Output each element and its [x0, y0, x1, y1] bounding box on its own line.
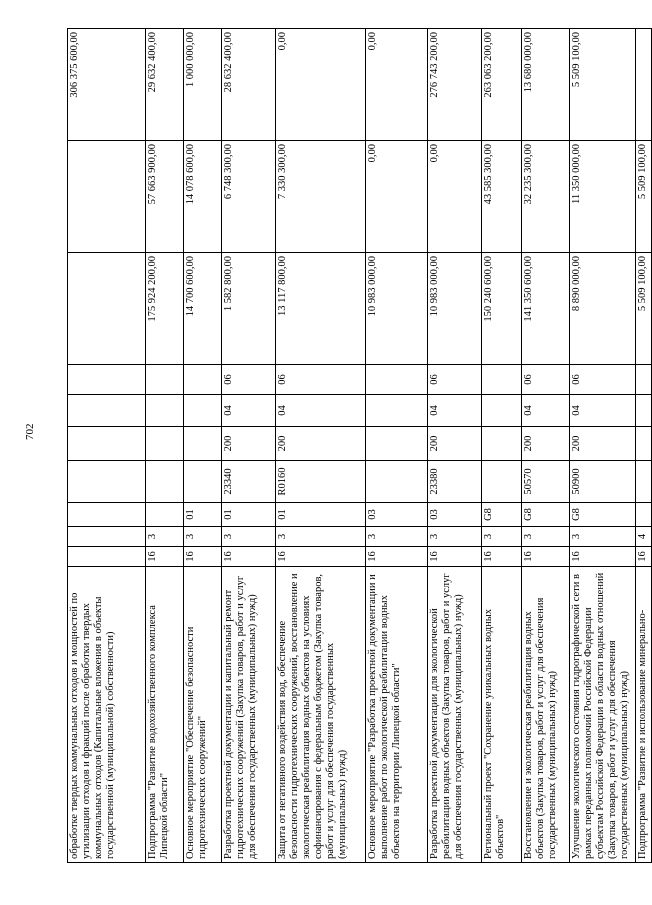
code-cell: 16 [428, 547, 482, 567]
amount-cell: 263 063 200,00 [482, 29, 522, 141]
row-name-cell: Основное мероприятие "Обеспечение безопасности гидротехнических сооружений" [184, 567, 222, 863]
code-cell [184, 461, 222, 503]
code-cell [68, 395, 146, 427]
amount-cell: 1 000 000,00 [184, 29, 222, 141]
amount-cell: 0,00 [366, 141, 428, 253]
amount-cell: 141 350 600,00 [522, 253, 570, 365]
table-row [184, 29, 222, 863]
amount-cell: 150 240 600,00 [482, 253, 522, 365]
code-cell [482, 365, 522, 395]
table-row [366, 29, 428, 863]
table-body [68, 29, 652, 863]
code-cell [146, 427, 184, 461]
code-cell: 16 [184, 547, 222, 567]
code-cell: 04 [276, 395, 366, 427]
amount-cell: 175 924 200,00 [146, 253, 184, 365]
code-cell: 3 [482, 527, 522, 547]
code-cell: 06 [570, 365, 636, 395]
code-cell: 50570 [522, 461, 570, 503]
row-name-cell: Региональный проект "Сохранение уникальных водных объектов" [482, 567, 522, 863]
code-cell [146, 365, 184, 395]
code-cell: 06 [222, 365, 276, 395]
code-cell [482, 427, 522, 461]
code-cell: 4 [636, 527, 652, 547]
code-cell: 16 [366, 547, 428, 567]
code-cell: 23380 [428, 461, 482, 503]
row-name-cell: Восстановление и экологическая реабилитация водных объектов (Закупка товаров, работ и услуг для обеспечения государственных (муниципальных) нужд) [522, 567, 570, 863]
amount-cell: 8 890 000,00 [570, 253, 636, 365]
table-row [222, 29, 276, 863]
amount-cell: 43 585 300,00 [482, 141, 522, 253]
row-name-cell: Разработка проектной документации и капитальный ремонт гидротехнических сооружений (Закупка товаров, работ и услуг для обеспечения государственных (муниципальных) нужд) [222, 567, 276, 863]
row-name-cell: Защита от негативного воздействия вод, обеспечение безопасности гидротехнических сооружений, восстановление и экологическая реабилитация водных объектов на условиях софинансирования с федеральным бюджетом (Закупка товаров, работ и услуг для обеспечения государственных (муниципальных) нужд) [276, 567, 366, 863]
table-row [482, 29, 522, 863]
amount-cell: 32 235 300,00 [522, 141, 570, 253]
code-cell: G8 [570, 503, 636, 527]
row-name-cell: Улучшение экологического состояния гидрографической сети в рамках переданных полномочий Российской Федерации субъектам Российской Федерации в области водных отношений (Закупка товаров, работ и услуг для обеспечения государственных (муниципальных) нужд) [570, 567, 636, 863]
amount-cell [68, 253, 146, 365]
code-cell: 3 [570, 527, 636, 547]
code-cell [184, 365, 222, 395]
code-cell [146, 395, 184, 427]
code-cell: 03 [366, 503, 428, 527]
code-cell [366, 395, 428, 427]
amount-cell: 0,00 [428, 141, 482, 253]
table-row [570, 29, 636, 863]
budget-table [67, 28, 652, 863]
amount-cell: 6 748 300,00 [222, 141, 276, 253]
code-cell: R0160 [276, 461, 366, 503]
code-cell: 06 [276, 365, 366, 395]
amount-cell: 5 509 100,00 [636, 253, 652, 365]
code-cell: 16 [276, 547, 366, 567]
amount-cell: 14 078 600,00 [184, 141, 222, 253]
code-cell [636, 365, 652, 395]
code-cell: 01 [184, 503, 222, 527]
code-cell: 04 [222, 395, 276, 427]
code-cell: 16 [522, 547, 570, 567]
budget-table-rotated [67, 29, 648, 863]
code-cell [366, 461, 428, 503]
code-cell: 50900 [570, 461, 636, 503]
amount-cell: 5 509 100,00 [636, 141, 652, 253]
code-cell: 16 [222, 547, 276, 567]
code-cell: 3 [184, 527, 222, 547]
code-cell: 01 [222, 503, 276, 527]
amount-cell: 276 743 200,00 [428, 29, 482, 141]
code-cell: 200 [570, 427, 636, 461]
amount-cell: 5 509 100,00 [570, 29, 636, 141]
table-row [636, 29, 652, 863]
code-cell: G8 [522, 503, 570, 527]
code-cell [68, 365, 146, 395]
amount-cell [636, 29, 652, 141]
code-cell: 03 [428, 503, 482, 527]
code-cell [184, 395, 222, 427]
table-row [276, 29, 366, 863]
code-cell: 200 [222, 427, 276, 461]
amount-cell: 7 330 300,00 [276, 141, 366, 253]
code-cell: 16 [636, 547, 652, 567]
amount-cell: 0,00 [366, 29, 428, 141]
amount-cell: 0,00 [276, 29, 366, 141]
row-name-cell: Основное мероприятие "Разработка проектной документации и выполнение работ по экологической реабилитации водных объектов на территории Липецкой области" [366, 567, 428, 863]
code-cell: 3 [428, 527, 482, 547]
table-row [428, 29, 482, 863]
code-cell [636, 461, 652, 503]
code-cell: 200 [428, 427, 482, 461]
code-cell [68, 461, 146, 503]
amount-cell: 1 582 800,00 [222, 253, 276, 365]
code-cell [366, 365, 428, 395]
code-cell [482, 461, 522, 503]
code-cell: 16 [482, 547, 522, 567]
amount-cell: 306 375 600,00 [68, 29, 146, 141]
amount-cell: 29 632 400,00 [146, 29, 184, 141]
code-cell: 06 [522, 365, 570, 395]
code-cell [68, 527, 146, 547]
code-cell: 04 [428, 395, 482, 427]
amount-cell: 28 632 400,00 [222, 29, 276, 141]
code-cell [482, 395, 522, 427]
row-name-cell: Разработка проектной документации для экологической реабилитации водных объектов (Закупка товаров, работ и услуг для обеспечения государственных (муниципальных) нужд) [428, 567, 482, 863]
code-cell [68, 427, 146, 461]
code-cell: G8 [482, 503, 522, 527]
amount-cell: 10 983 000,00 [366, 253, 428, 365]
row-name-cell: Подпрограмма "Развитие и использование минерально- [636, 567, 652, 863]
code-cell: 3 [222, 527, 276, 547]
page-number: 702 [24, 423, 36, 440]
amount-cell: 13 680 000,00 [522, 29, 570, 141]
code-cell: 200 [522, 427, 570, 461]
code-cell [636, 503, 652, 527]
code-cell [366, 427, 428, 461]
code-cell: 23340 [222, 461, 276, 503]
row-name-cell: обработке твердых коммунальных отходов и мощностей по утилизации отходов и фракций после обработки твердых коммунальных отходов (Капитальные вложения в объекты государственной (муниципальной) собственности) [68, 567, 146, 863]
code-cell [68, 547, 146, 567]
code-cell: 06 [428, 365, 482, 395]
code-cell [184, 427, 222, 461]
table-row [522, 29, 570, 863]
table-row [68, 29, 146, 863]
code-cell: 04 [570, 395, 636, 427]
amount-cell: 11 350 000,00 [570, 141, 636, 253]
code-cell [636, 395, 652, 427]
table-row [146, 29, 184, 863]
code-cell [146, 503, 184, 527]
code-cell: 3 [146, 527, 184, 547]
row-name-cell: Подпрограмма "Развитие водохозяйственного комплекса Липецкой области" [146, 567, 184, 863]
code-cell [636, 427, 652, 461]
code-cell: 04 [522, 395, 570, 427]
amount-cell [68, 141, 146, 253]
amount-cell: 10 983 000,00 [428, 253, 482, 365]
code-cell: 3 [366, 527, 428, 547]
amount-cell: 13 117 800,00 [276, 253, 366, 365]
amount-cell: 14 700 600,00 [184, 253, 222, 365]
code-cell: 3 [276, 527, 366, 547]
code-cell: 16 [570, 547, 636, 567]
code-cell: 3 [522, 527, 570, 547]
code-cell: 16 [146, 547, 184, 567]
code-cell: 200 [276, 427, 366, 461]
code-cell: 01 [276, 503, 366, 527]
code-cell [146, 461, 184, 503]
amount-cell: 57 663 900,00 [146, 141, 184, 253]
code-cell [68, 503, 146, 527]
